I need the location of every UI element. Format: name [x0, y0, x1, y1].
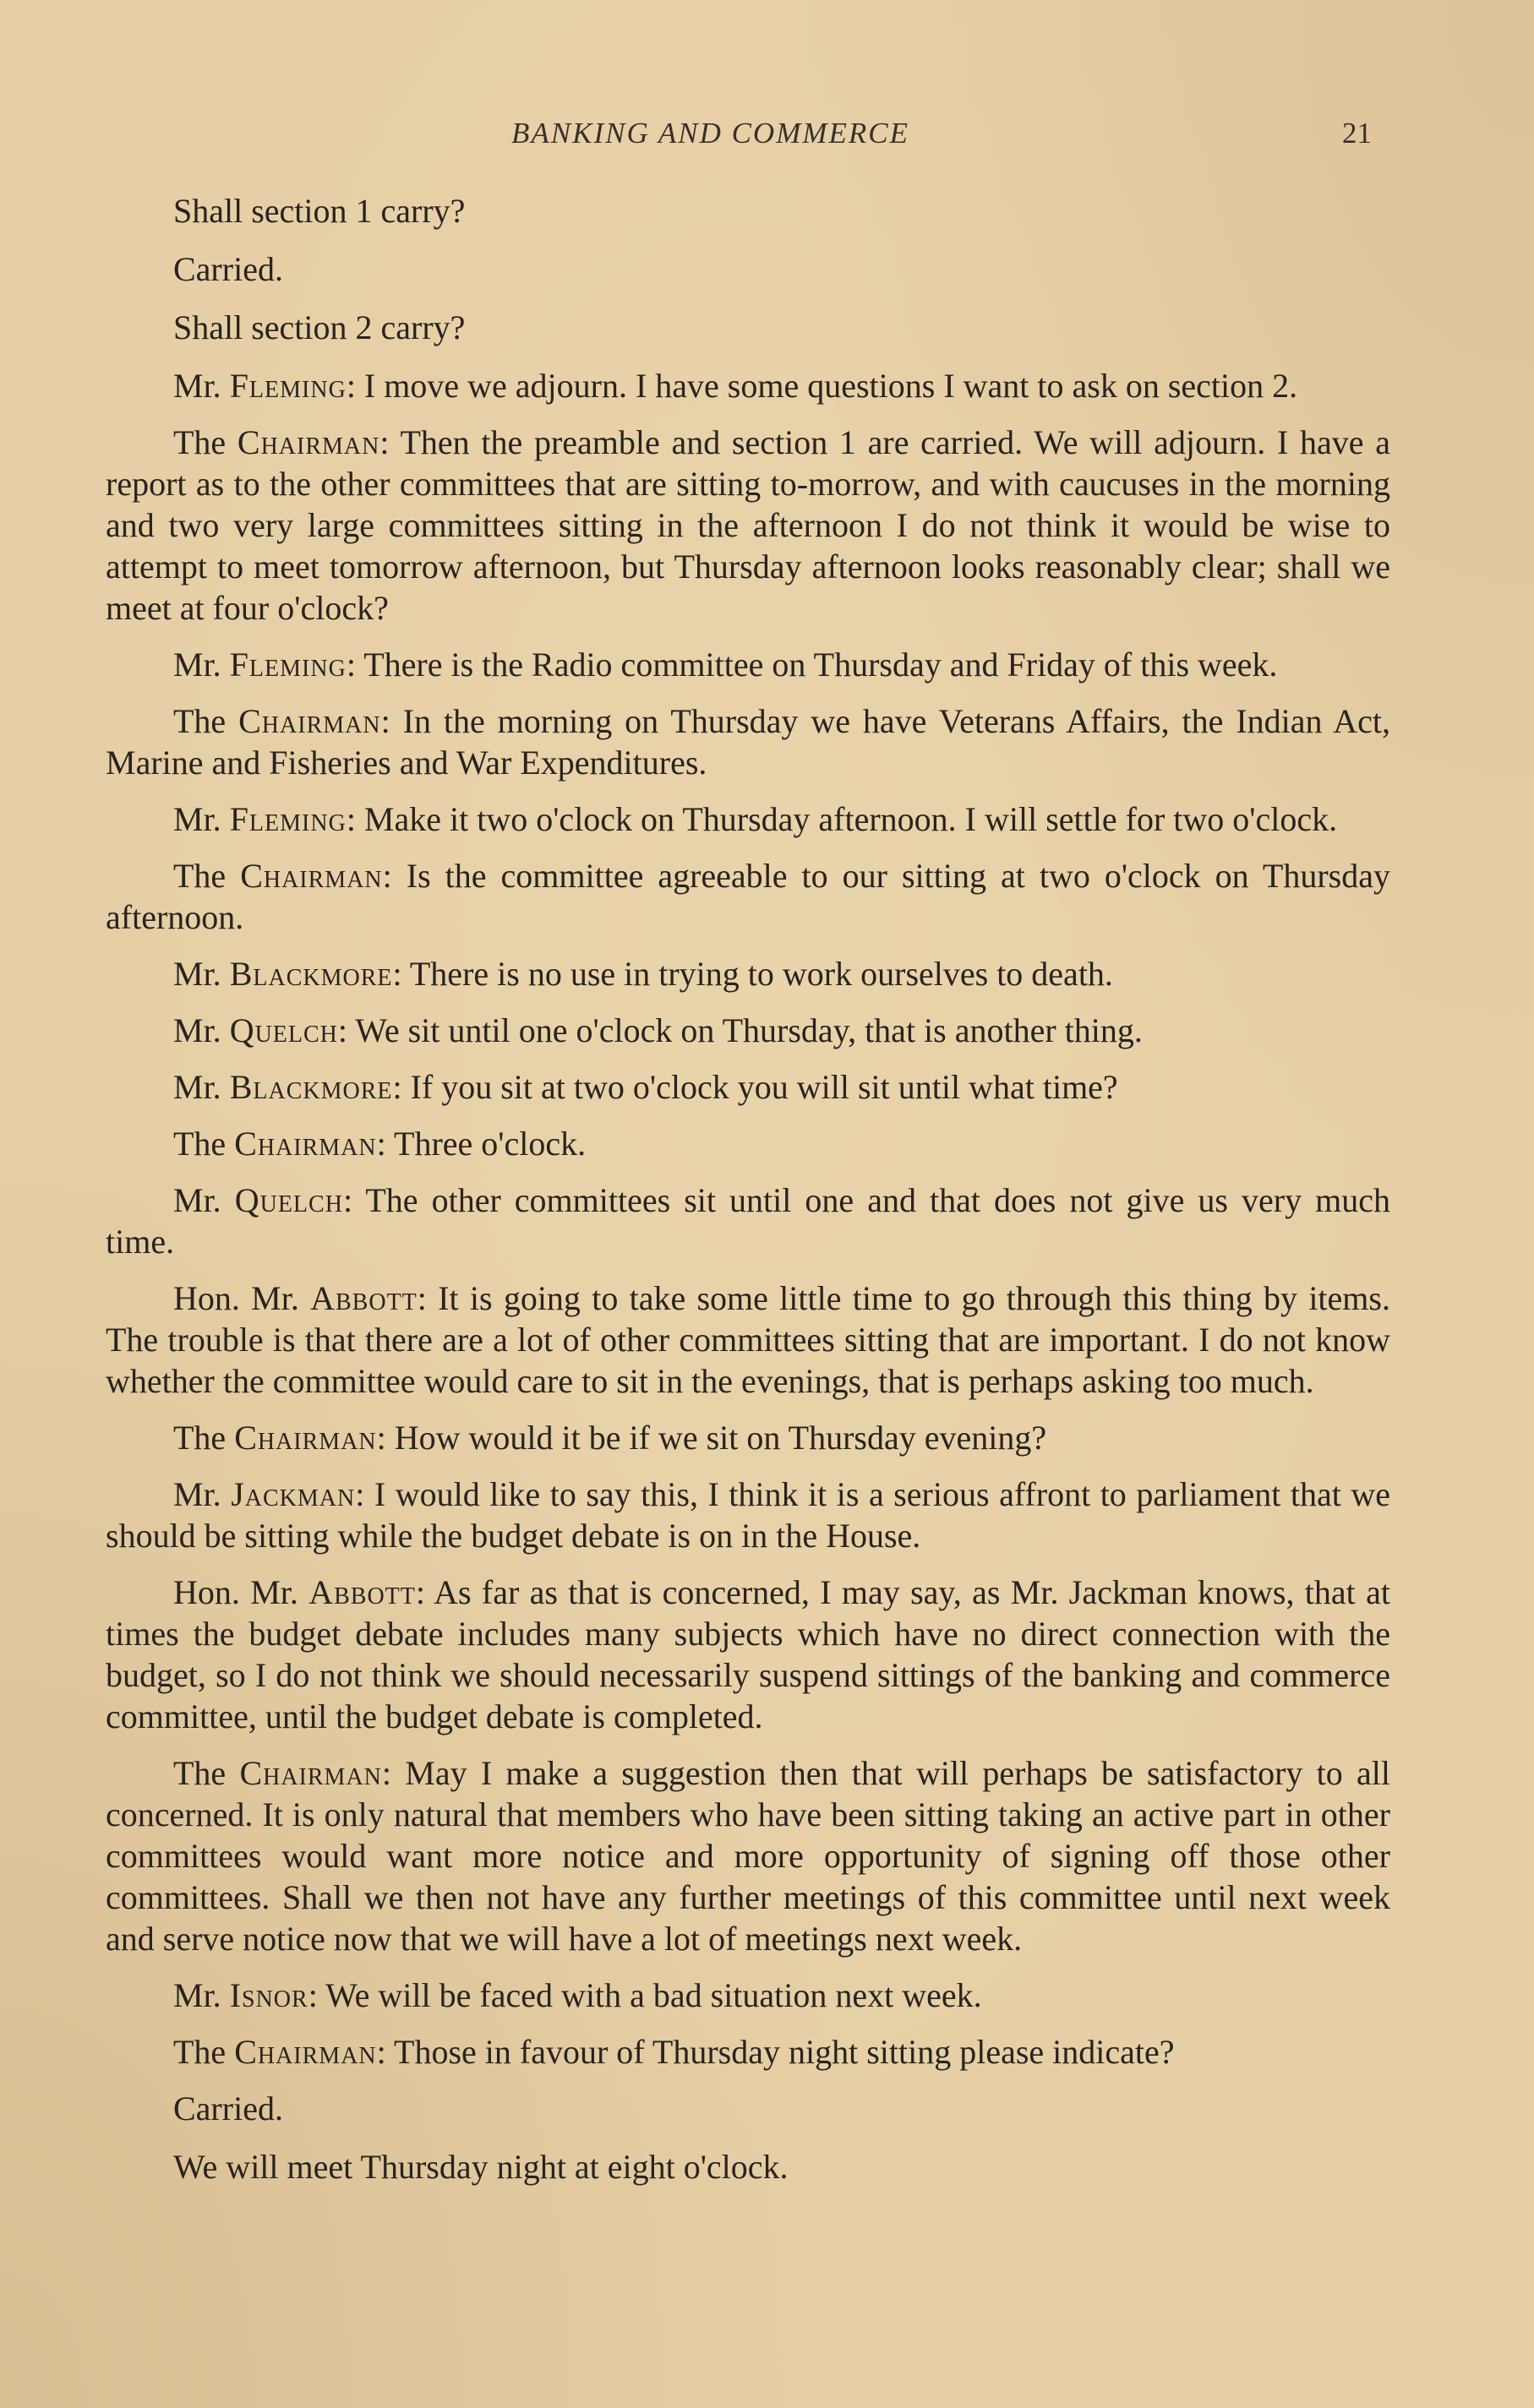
- paragraph: [106, 307, 1390, 348]
- speaker-name: Chairman: [234, 2033, 377, 2071]
- speaker-prefix: The: [173, 702, 239, 740]
- speaker-prefix: The: [173, 1125, 235, 1163]
- paragraph-text: Carried.: [173, 2089, 283, 2127]
- paragraph: [106, 2146, 1390, 2187]
- paragraph-text: : The other committees sit until one and that does not give us very much time.: [106, 1181, 1390, 1261]
- paragraph: [106, 1010, 1390, 1051]
- speaker-name: Quelch: [229, 1011, 338, 1049]
- speaker-name: Chairman: [234, 1419, 377, 1457]
- paragraph: [106, 1975, 1390, 2016]
- paragraph: [106, 798, 1390, 840]
- paragraph-text: Shall section 1 carry?: [173, 192, 466, 230]
- speaker-prefix: The: [173, 423, 237, 461]
- speaker-prefix: Mr.: [173, 367, 230, 405]
- page-number: 21: [1342, 117, 1372, 150]
- speaker-name: Blackmore: [229, 1068, 393, 1106]
- paragraph-text: : We will be faced with a bad situation next week.: [308, 1976, 982, 2014]
- paragraph: [106, 190, 1390, 232]
- speaker-prefix: The: [173, 857, 241, 895]
- paragraph-text: Carried.: [173, 250, 283, 288]
- paragraph-text: : Is the committee agreeable to our sitting at two o'clock on Thursday afternoon.: [106, 857, 1390, 936]
- paragraph-text: : How would it be if we sit on Thursday evening?: [376, 1419, 1047, 1457]
- speaker-name: Blackmore: [229, 955, 393, 993]
- speaker-prefix: Mr.: [173, 1475, 232, 1513]
- speaker-name: Chairman: [240, 857, 383, 895]
- speaker-name: Isnor: [229, 1976, 308, 2014]
- speaker-prefix: Hon. Mr.: [173, 1279, 311, 1317]
- paragraph-text: We will meet Thursday night at eight o'clock.: [173, 2148, 789, 2186]
- speaker-name: Abbott: [310, 1279, 418, 1317]
- paragraph-text: : There is no use in trying to work ourselves to death.: [392, 955, 1113, 993]
- paragraph: [106, 1417, 1390, 1458]
- speaker-prefix: Mr.: [173, 1011, 230, 1049]
- paragraph: [106, 248, 1390, 290]
- paragraph-text: : May I make a suggestion then that will perhaps be satisfactory to all concerned. It is only natural that members who have been sitting taking an active part in other committees would want more notice and more opportunity of signing off those other committees. Shall we then not have any further meetings of this committee until next week and serve notice now that we will have a lot of meetings next week.: [106, 1754, 1391, 1958]
- paragraph: [106, 1474, 1390, 1556]
- paragraph-text: Shall section 2 carry?: [173, 308, 466, 346]
- speaker-name: Fleming: [229, 367, 347, 405]
- speaker-prefix: The: [173, 2033, 235, 2071]
- paragraph-text: : There is the Radio committee on Thursday and Friday of this week.: [346, 646, 1278, 684]
- paragraph: [106, 700, 1390, 783]
- running-head-title: BANKING AND COMMERCE: [511, 117, 910, 150]
- paragraph: [106, 1123, 1390, 1164]
- speaker-name: Chairman: [238, 702, 381, 740]
- speaker-name: Chairman: [239, 1754, 382, 1792]
- speaker-prefix: Mr.: [173, 800, 230, 838]
- speaker-name: Chairman: [234, 1125, 377, 1163]
- paragraph-text: : If you sit at two o'clock you will sit until what time?: [392, 1068, 1118, 1106]
- paragraph-text: : I move we adjourn. I have some questions I want to ask on section 2.: [346, 367, 1298, 405]
- speaker-name: Fleming: [229, 646, 347, 684]
- paragraph: [106, 422, 1390, 629]
- speaker-prefix: The: [173, 1419, 235, 1457]
- speaker-name: Chairman: [237, 423, 380, 461]
- paragraph: [106, 365, 1390, 406]
- paragraph: [106, 1752, 1390, 1959]
- speaker-prefix: Mr.: [173, 1976, 230, 2014]
- paragraph: [106, 1066, 1390, 1108]
- speaker-prefix: Mr.: [173, 1181, 235, 1219]
- paragraph: [106, 953, 1390, 994]
- paragraph: [106, 2031, 1390, 2073]
- paragraph: [106, 1179, 1390, 1262]
- speaker-prefix: Hon. Mr.: [173, 1573, 309, 1611]
- paragraph: [106, 644, 1390, 685]
- paragraph: [106, 2088, 1390, 2129]
- paragraph: [106, 855, 1390, 938]
- paragraph-text: : In the morning on Thursday we have Veterans Affairs, the Indian Act, Marine and Fisheries and War Expenditures.: [106, 702, 1391, 782]
- paragraph-text: : Three o'clock.: [376, 1125, 587, 1163]
- speaker-prefix: Mr.: [173, 955, 230, 993]
- speaker-name: Abbott: [308, 1573, 416, 1611]
- transcript-body: [106, 190, 1390, 2204]
- paragraph-text: : I would like to say this, I think it is a serious affront to parliament that we should be sitting while the budget debate is on in the House.: [106, 1475, 1390, 1555]
- running-head: [0, 117, 1534, 150]
- paragraph-text: : As far as that is concerned, I may say, as Mr. Jackman knows, that at times the budget debate includes many subjects which have no direct connection with the budget, so I do not think we should necessarily suspend sittings of the banking and commerce committee, until the budget debate is completed.: [106, 1573, 1390, 1735]
- speaker-prefix: Mr.: [173, 1068, 230, 1106]
- speaker-name: Jackman: [231, 1475, 356, 1513]
- paragraph-text: : Those in favour of Thursday night sitting please indicate?: [376, 2033, 1175, 2071]
- paragraph-text: : Then the preamble and section 1 are carried. We will adjourn. I have a report as to the other committees that are sitting to-morrow, and with caucuses in the morning and two very large committees sitting in the afternoon I do not think it would be wise to attempt to meet tomorrow afternoon, but Thursday afternoon looks reasonably clear; shall we meet at four o'clock?: [106, 423, 1391, 627]
- paragraph-text: : We sit until one o'clock on Thursday, that is another thing.: [337, 1011, 1143, 1049]
- speaker-name: Fleming: [229, 800, 347, 838]
- speaker-name: Quelch: [234, 1181, 343, 1219]
- paragraph-text: : It is going to take some little time to go through this thing by items. The trouble is that there are a lot of other committees sitting that are important. I do not know whether the committee would care to sit in the evenings, that is perhaps asking too much.: [106, 1279, 1390, 1400]
- speaker-prefix: The: [173, 1754, 240, 1792]
- paragraph-text: : Make it two o'clock on Thursday afternoon. I will settle for two o'clock.: [346, 800, 1338, 838]
- paragraph: [106, 1278, 1390, 1402]
- speaker-prefix: Mr.: [173, 646, 230, 684]
- paragraph: [106, 1572, 1390, 1737]
